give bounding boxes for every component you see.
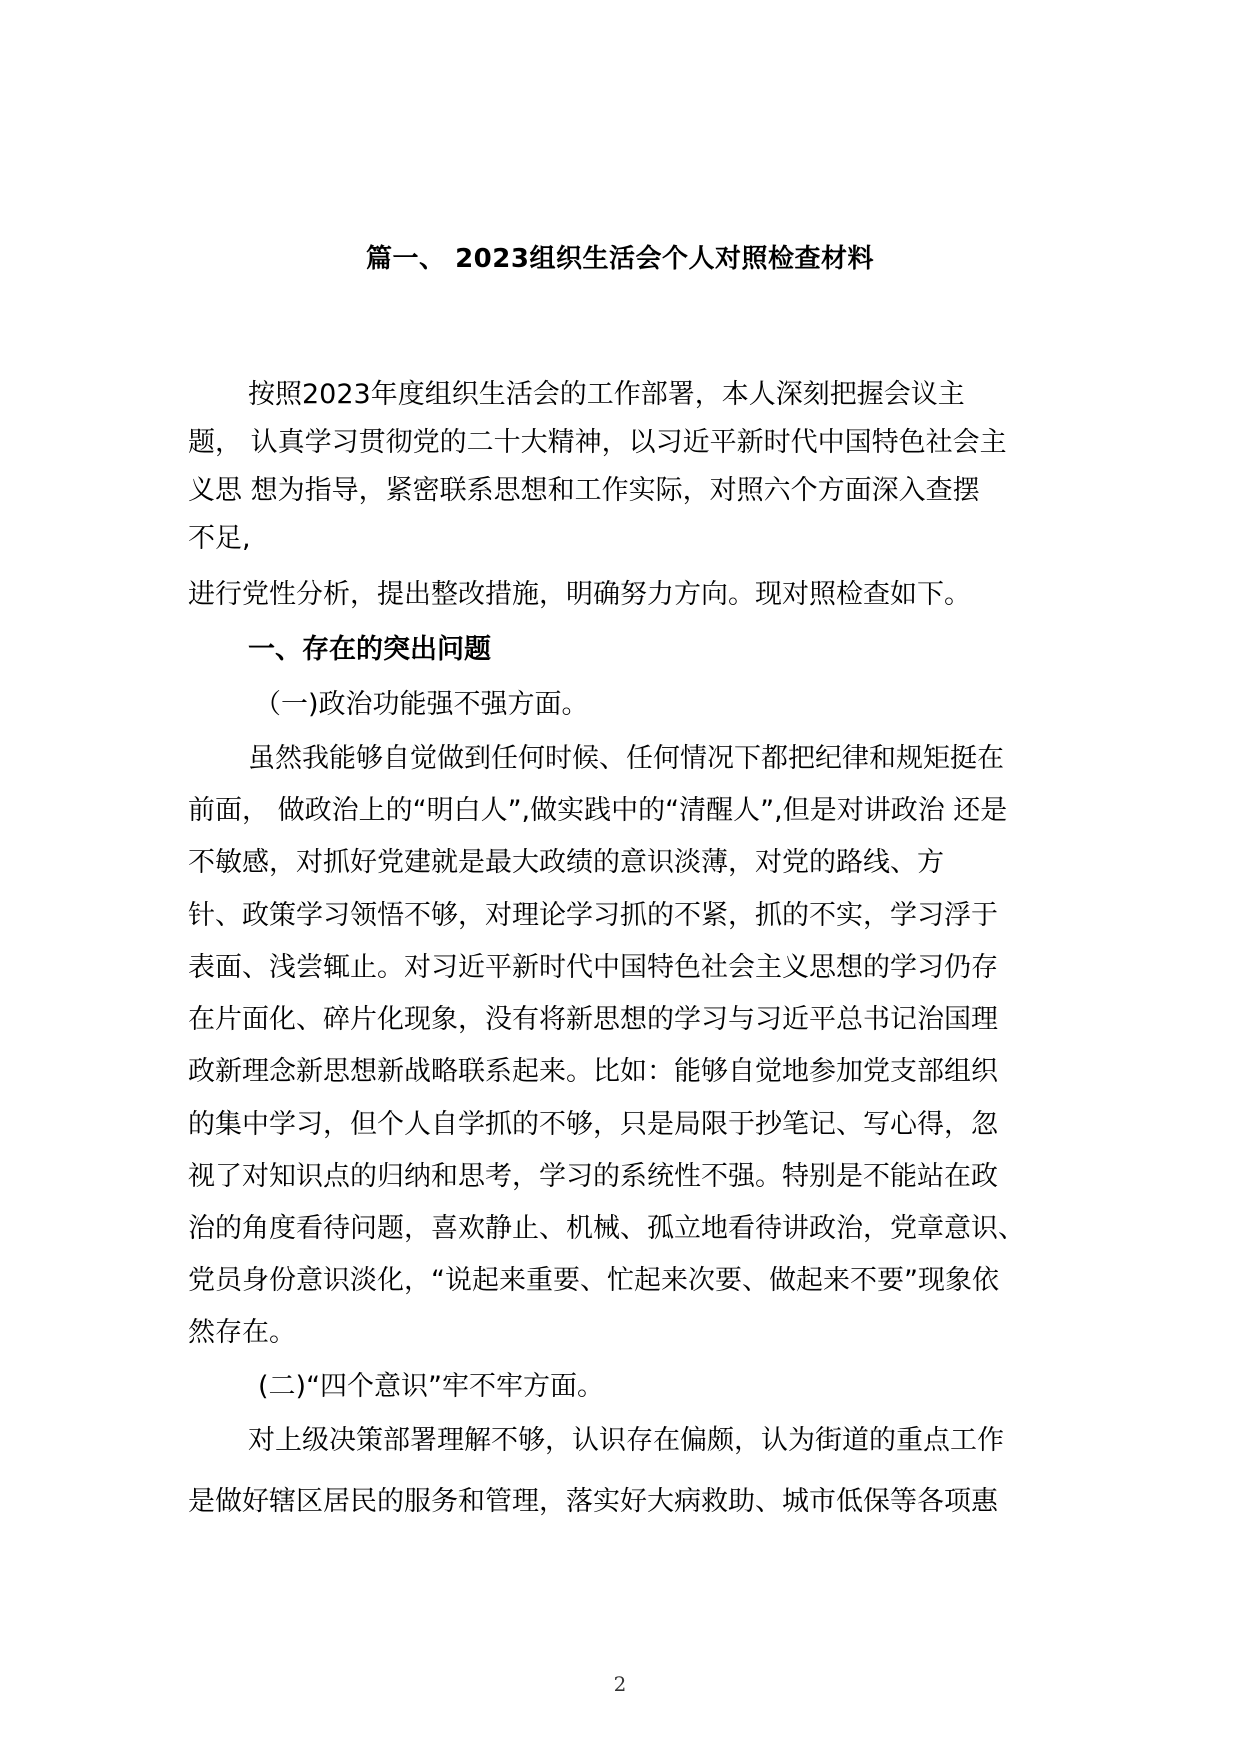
paragraph-line: 虽然我能够自觉做到任何时候、任何情况下都把纪律和规矩挺在 bbox=[248, 743, 1004, 774]
subsection-heading: (二)“四个意识”牢不牢方面。 bbox=[258, 1371, 605, 1402]
paragraph-line: 按照2023年度组织生活会的工作部署，本人深刻把握会议主 bbox=[248, 379, 965, 410]
paragraph-line: 对上级决策部署理解不够，认识存在偏颇，认为街道的重点工作 bbox=[248, 1425, 1004, 1456]
paragraph-line: 党员身份意识淡化，“说起来重要、忙起来次要、做起来不要”现象依 bbox=[188, 1265, 999, 1296]
section-heading: 一、存在的突出问题 bbox=[248, 634, 491, 665]
paragraph-line: 视了对知识点的归纳和思考，学习的系统性不强。特别是不能站在政 bbox=[188, 1161, 998, 1192]
paragraph-line: 题， 认真学习贯彻党的二十大精神，以习近平新时代中国特色社会主 bbox=[188, 427, 1007, 458]
paragraph-line: 的集中学习，但个人自学抓的不够，只是局限于抄笔记、写心得，忽 bbox=[188, 1109, 998, 1140]
paragraph-line: 在片面化、碎片化现象，没有将新思想的学习与习近平总书记治国理 bbox=[188, 1004, 998, 1035]
paragraph-line: 表面、浅尝辄止。对习近平新时代中国特色社会主义思想的学习仍存 bbox=[188, 952, 998, 983]
paragraph-line: 治的角度看待问题，喜欢静止、机械、孤立地看待讲政治，党章意识、 bbox=[188, 1213, 1025, 1244]
document-title: 篇一、 2023组织生活会个人对照检查材料 bbox=[366, 244, 874, 274]
paragraph-line: 不足, bbox=[188, 523, 251, 554]
paragraph-line: 然存在。 bbox=[188, 1317, 296, 1348]
paragraph-line: 义思 想为指导，紧密联系思想和工作实际，对照六个方面深入查摆 bbox=[188, 475, 980, 506]
subsection-heading: （一)政治功能强不强方面。 bbox=[254, 689, 589, 720]
paragraph-line: 政新理念新思想新战略联系起来。比如：能够自觉地参加党支部组织 bbox=[188, 1056, 998, 1087]
paragraph-line: 不敏感，对抓好党建就是最大政绩的意识淡薄，对党的路线、方 bbox=[188, 847, 944, 878]
page-number: 2 bbox=[613, 1672, 627, 1696]
paragraph-line: 前面， 做政治上的“明白人”,做实践中的“清醒人”,但是对讲政治 还是 bbox=[188, 795, 1008, 826]
paragraph-line: 针、政策学习领悟不够，对理论学习抓的不紧，抓的不实，学习浮于 bbox=[188, 900, 998, 931]
paragraph-line: 进行党性分析，提出整改措施，明确努力方向。现对照检查如下。 bbox=[188, 579, 971, 610]
paragraph-line: 是做好辖区居民的服务和管理，落实好大病救助、城市低保等各项惠 bbox=[188, 1486, 998, 1517]
